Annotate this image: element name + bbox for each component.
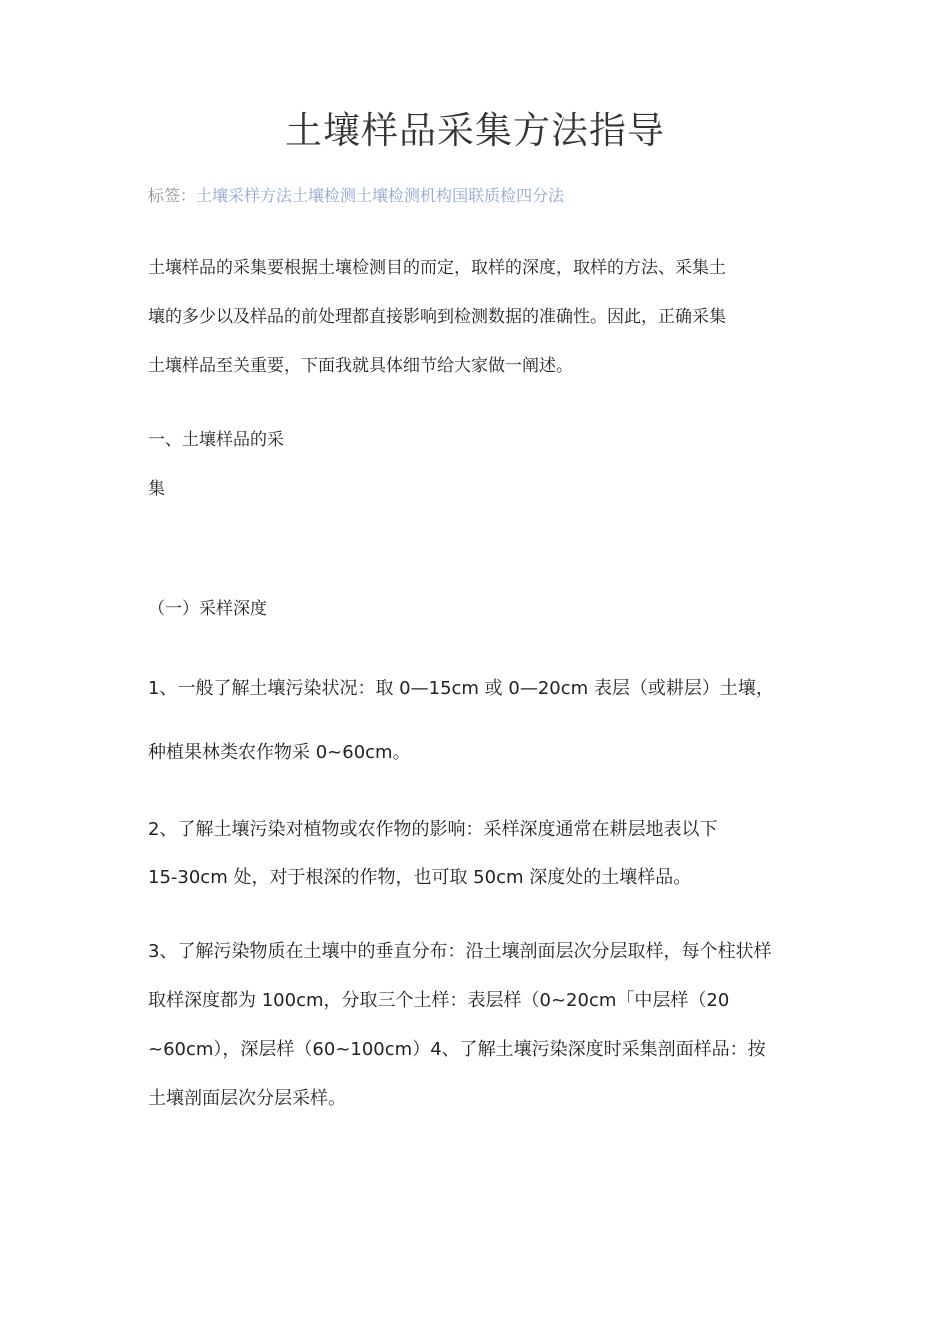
tag-link[interactable]: 四分法 xyxy=(516,186,565,205)
item2-line: 15-30cm 处，对于根深的作物，也可取 50cm 深度处的土壤样品。 xyxy=(148,867,692,888)
tag-link[interactable]: 土壤检测 xyxy=(292,186,357,205)
intro-paragraph-line: 壤的多少以及样品的前处理都直接影响到检测数据的准确性。因此，正确采集 xyxy=(148,307,726,327)
item1-line: 种植果林类农作物采 0~60cm。 xyxy=(148,742,411,763)
intro-paragraph-line: 土壤样品至关重要，下面我就具体细节给大家做一阐述。 xyxy=(148,356,573,376)
item3-line: 取样深度都为 100cm，分取三个土样：表层样（0~20cm「中层样（20 xyxy=(148,990,730,1011)
tag-link[interactable]: 土壤采样方法 xyxy=(196,186,293,205)
tag-link[interactable]: 国联质检 xyxy=(452,186,517,205)
section-heading-line: 一、土壤样品的采 xyxy=(148,430,284,450)
item3-line: ~60cm），深层样（60~100cm）4、了解土壤污染深度时采集剖面样品：按 xyxy=(148,1039,766,1060)
item3-line: 3、了解污染物质在土壤中的垂直分布：沿土壤剖面层次分层取样，每个柱状样 xyxy=(148,941,772,962)
tags-label: 标签： xyxy=(148,186,197,205)
item3-line: 土壤剖面层次分层采样。 xyxy=(148,1088,346,1109)
tag-link[interactable]: 土壤检测机构 xyxy=(356,186,453,205)
subsection-heading: （一）采样深度 xyxy=(148,599,267,619)
section-heading-line: 集 xyxy=(148,479,165,499)
tags-row xyxy=(148,183,564,206)
item2-line: 2、了解土壤污染对植物或农作物的影响：采样深度通常在耕层地表以下 xyxy=(148,819,718,840)
item1-line: 1、一般了解土壤污染状况：取 0—15cm 或 0—20cm 表层（或耕层）土壤， xyxy=(148,678,774,699)
document-title: 土壤样品采集方法指导 xyxy=(285,109,665,152)
intro-paragraph-line: 土壤样品的采集要根据土壤检测目的而定，取样的深度，取样的方法、采集土 xyxy=(148,258,726,278)
